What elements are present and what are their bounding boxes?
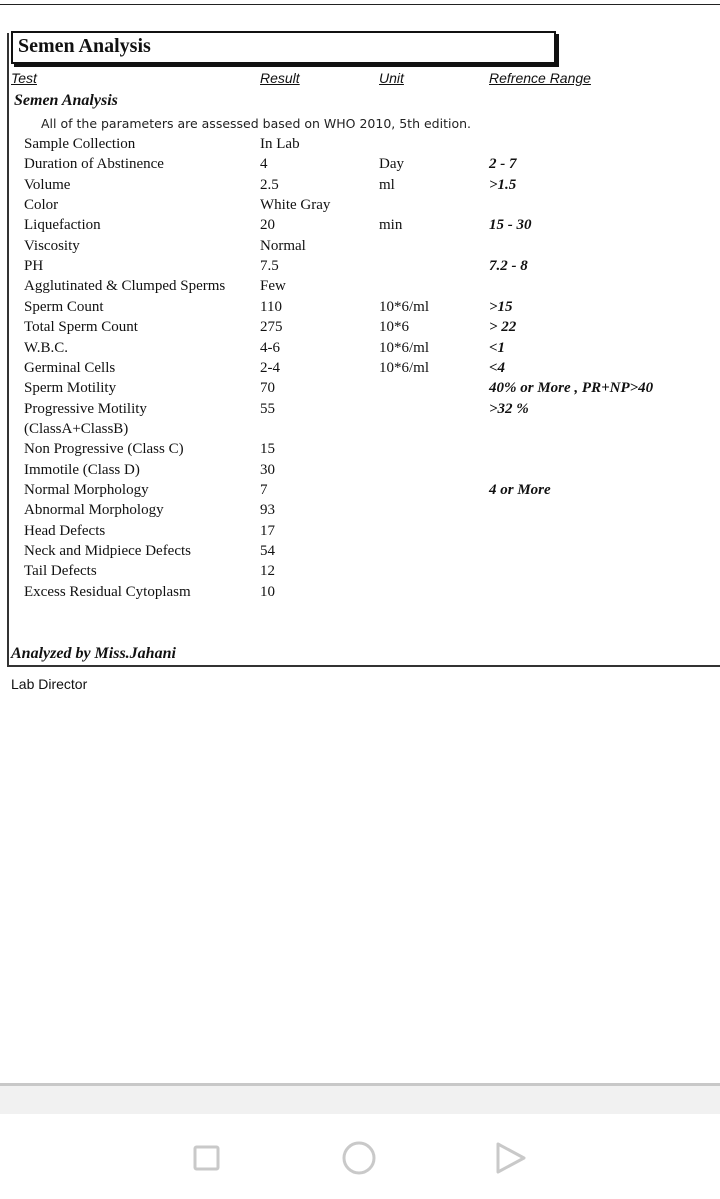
row-test: Liquefaction (24, 217, 101, 234)
analyzed-by: Analyzed by Miss.Jahani (11, 645, 176, 662)
table-row (0, 401, 720, 421)
table-row (0, 299, 720, 319)
row-test: Total Sperm Count (24, 319, 138, 336)
row-range: <1 (489, 339, 506, 356)
row-range: >1.5 (489, 176, 517, 193)
row-range: 40% or More , PR+NP>40 (489, 380, 654, 397)
row-unit: 10*6/ml (379, 298, 430, 315)
table-row (0, 462, 720, 482)
table-row (0, 238, 720, 258)
table-row (0, 177, 720, 197)
table-row (0, 563, 720, 583)
column-header-range: Refrence Range (489, 70, 591, 86)
row-result: In Lab (260, 136, 300, 152)
row-test: Immotile (Class D) (24, 461, 140, 478)
row-test: W.B.C. (24, 339, 69, 356)
row-range: >15 (489, 298, 513, 315)
report-title-box (11, 31, 556, 64)
row-result: 4-6 (260, 339, 280, 356)
viewer-background (0, 1086, 720, 1114)
row-unit: 10*6/ml (379, 339, 430, 356)
section-title: Semen Analysis (14, 92, 118, 109)
row-range: <4 (489, 359, 506, 376)
row-result: 54 (260, 543, 275, 559)
row-unit: ml (379, 176, 395, 193)
row-range: >32 % (489, 400, 529, 417)
table-row (0, 340, 720, 360)
row-result: 2.5 (260, 176, 279, 193)
top-divider (0, 0, 720, 5)
row-result: Normal (260, 237, 306, 254)
row-result: 7 (260, 481, 268, 498)
row-result: 17 (260, 522, 275, 539)
row-unit: 10*6 (379, 319, 409, 336)
row-test: Duration of Abstinence (24, 156, 164, 173)
row-result: 15 (260, 441, 275, 458)
row-test: Head Defects (24, 522, 106, 539)
row-test: Neck and Midpiece Defects (24, 543, 192, 559)
row-unit: Day (379, 156, 404, 173)
table-row (0, 482, 720, 502)
row-range: > 22 (489, 319, 517, 336)
row-result: 275 (260, 319, 283, 336)
table-row (0, 156, 720, 176)
row-test: Agglutinated & Clumped Sperms (24, 278, 226, 295)
row-result: 2-4 (260, 359, 280, 376)
triangle-back-icon (492, 1140, 528, 1176)
row-result: 12 (260, 563, 275, 580)
row-result: Few (260, 278, 286, 295)
lab-director-label: Lab Director (11, 676, 88, 692)
table-row (0, 197, 720, 217)
table-row (0, 584, 720, 604)
row-result: 55 (260, 400, 275, 417)
row-test: Excess Residual Cytoplasm (24, 583, 191, 600)
table-row (0, 258, 720, 278)
row-result: 30 (260, 461, 275, 478)
table-row (0, 543, 720, 563)
row-result: 110 (260, 298, 282, 315)
row-test: Volume (24, 176, 71, 193)
row-result: 93 (260, 502, 275, 519)
row-test: Color (24, 197, 59, 214)
table-row (0, 136, 720, 156)
table-row (0, 523, 720, 543)
recents-button[interactable] (189, 1140, 225, 1176)
table-row (0, 380, 720, 400)
column-header-unit: Unit (379, 70, 404, 86)
square-recents-icon (192, 1143, 222, 1173)
report-title: Semen Analysis (18, 35, 151, 57)
row-result: 70 (260, 380, 275, 397)
row-unit: min (379, 217, 403, 234)
row-test: Sperm Count (24, 298, 104, 315)
home-button[interactable] (341, 1140, 377, 1176)
row-test: Abnormal Morphology (24, 502, 164, 519)
row-range: 7.2 - 8 (489, 258, 528, 275)
bottom-border-line (7, 665, 720, 667)
table-row (0, 278, 720, 298)
row-test: Tail Defects (24, 563, 97, 580)
row-test: Viscosity (24, 237, 80, 254)
row-test: Sperm Motility (24, 380, 117, 397)
row-range: 15 - 30 (489, 217, 532, 234)
row-result: 7.5 (260, 258, 279, 275)
row-test: Non Progressive (Class C) (24, 441, 184, 458)
table-row (0, 421, 720, 441)
row-range: 4 or More (489, 481, 551, 498)
row-result: White Gray (260, 197, 331, 214)
row-test: Germinal Cells (24, 359, 116, 376)
row-test: Progressive Motility (24, 400, 147, 417)
row-range: 2 - 7 (489, 156, 517, 173)
row-test: PH (24, 258, 44, 275)
row-test: Normal Morphology (24, 481, 149, 498)
row-test: (ClassA+ClassB) (24, 420, 129, 437)
column-header-test: Test (11, 70, 37, 86)
who-note: All of the parameters are assessed based on WHO 2010, 5th edition. (41, 116, 471, 131)
row-result: 4 (260, 156, 268, 173)
column-header-result: Result (260, 70, 300, 86)
table-row (0, 319, 720, 339)
back-button[interactable] (492, 1140, 528, 1176)
row-test: Sample Collection (24, 136, 136, 152)
row-result: 20 (260, 217, 275, 234)
circle-home-icon (341, 1140, 377, 1176)
table-row (0, 502, 720, 522)
row-result: 10 (260, 583, 275, 600)
table-row (0, 217, 720, 237)
row-unit: 10*6/ml (379, 359, 430, 376)
table-row (0, 441, 720, 461)
table-row (0, 360, 720, 380)
